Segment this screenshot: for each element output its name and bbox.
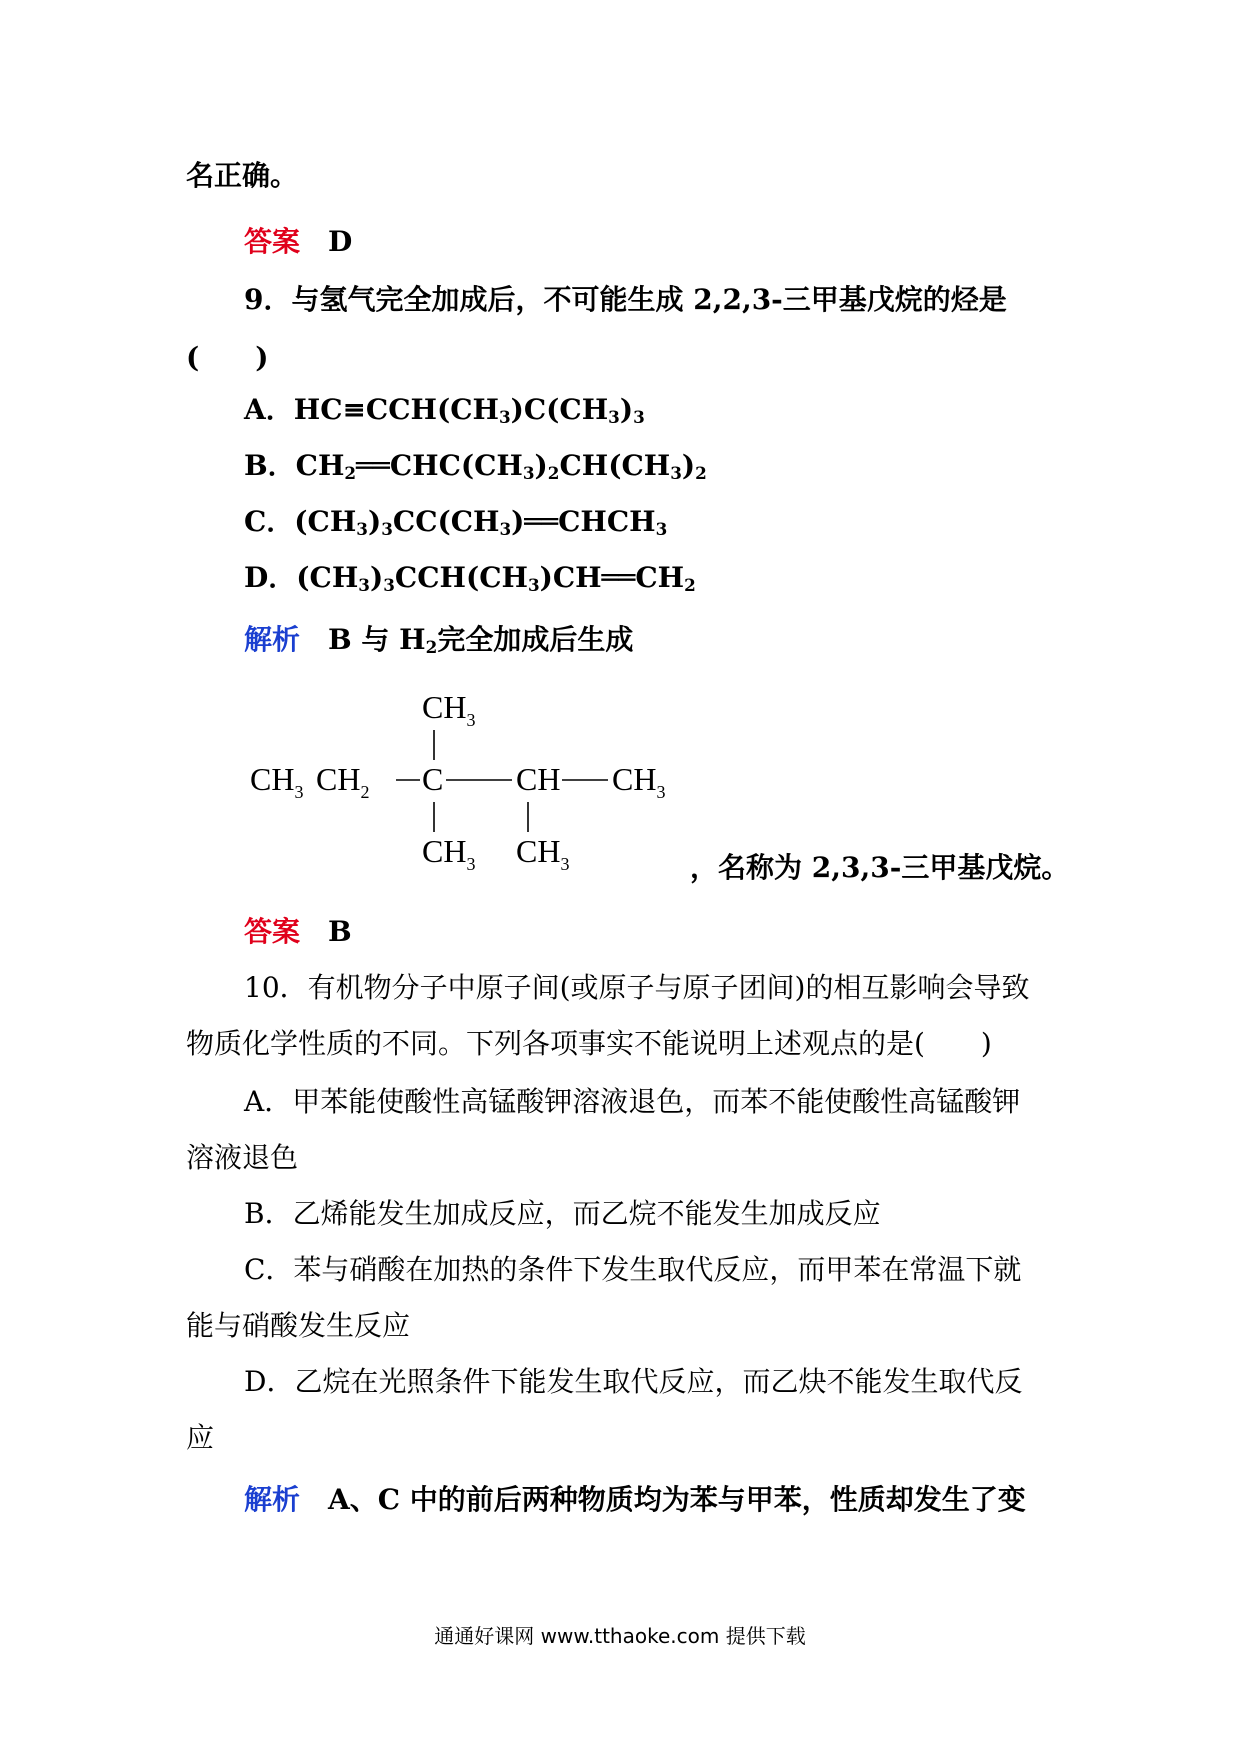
answer-2: 答案 B [244, 915, 352, 948]
option-9-a: A．$HC\equiv CCH(CH_3)C(CH_3)_3$ [244, 393, 645, 428]
struct-bottom-ch3-b: $CH_3$ [516, 833, 570, 874]
question-9: 9．与氢气完全加成后，不可能生成 2,2,3-三甲基戊烷的烃是 [244, 283, 1007, 316]
answer-label: 答案 [244, 225, 301, 258]
question-9-paren: ( ) [186, 341, 269, 374]
option-10-c-1: C．苯与硝酸在加热的条件下发生取代反应，而甲苯在常温下就 [244, 1253, 1022, 1286]
answer-1: 答案 D [244, 225, 353, 258]
option-10-a-2: 溶液退色 [186, 1141, 299, 1174]
option-10-a-1: A．甲苯能使酸性高锰酸钾溶液退色，而苯不能使酸性高锰酸钾 [244, 1085, 1021, 1118]
option-9-b: B．$CH_2══CHC(CH_3)_2CH(CH_3)_2$ [244, 449, 707, 484]
struct-top-ch3: $CH_3$ [422, 690, 476, 730]
option-10-c-2: 能与硝酸发生反应 [186, 1309, 411, 1342]
struct-ch2: $CH_2$ [316, 761, 370, 802]
text-line-1: 名正确。 [186, 159, 299, 192]
solution-label: 解析 [244, 1483, 301, 1516]
solution-label: 解析 [244, 623, 301, 656]
option-10-d-1: D．乙烷在光照条件下能发生取代反应，而乙炔不能发生取代反 [244, 1365, 1023, 1398]
struct-ch3-left: $CH_3$ [250, 761, 304, 802]
option-10-b: B．乙烯能发生加成反应，而乙烷不能发生加成反应 [244, 1197, 881, 1230]
struct-c-quaternary: C [422, 761, 444, 797]
solution-10: 解析 A、C 中的前后两种物质均为苯与甲苯，性质却发生了变 [244, 1483, 1026, 1516]
solution-9: 解析 B 与 $H_2$完全加成后生成 [244, 623, 634, 658]
option-10-d-2: 应 [186, 1421, 215, 1454]
solution-9-name: ，名称为 2,3,3-三甲基戊烷。 [690, 851, 1070, 884]
struct-ch3-right: $CH_3$ [612, 761, 666, 802]
question-10-line-2: 物质化学性质的不同。下列各项事实不能说明上述观点的是( ) [186, 1027, 992, 1060]
option-9-c: C．$(CH_3)_3CC(CH_3)══CHCH_3$ [244, 505, 668, 540]
structural-formula [246, 690, 706, 900]
struct-ch: CH [516, 761, 561, 797]
answer-label: 答案 [244, 915, 301, 948]
option-9-d: D．$(CH_3)_3CCH(CH_3)CH══CH_2$ [244, 561, 696, 596]
question-10-line-1: 10．有机物分子中原子间(或原子与原子团间)的相互影响会导致 [244, 971, 1030, 1004]
struct-bottom-ch3-a: $CH_3$ [422, 833, 476, 874]
footer-credit: 通通好课网 www.tthaoke.com 提供下载 [434, 1624, 806, 1648]
